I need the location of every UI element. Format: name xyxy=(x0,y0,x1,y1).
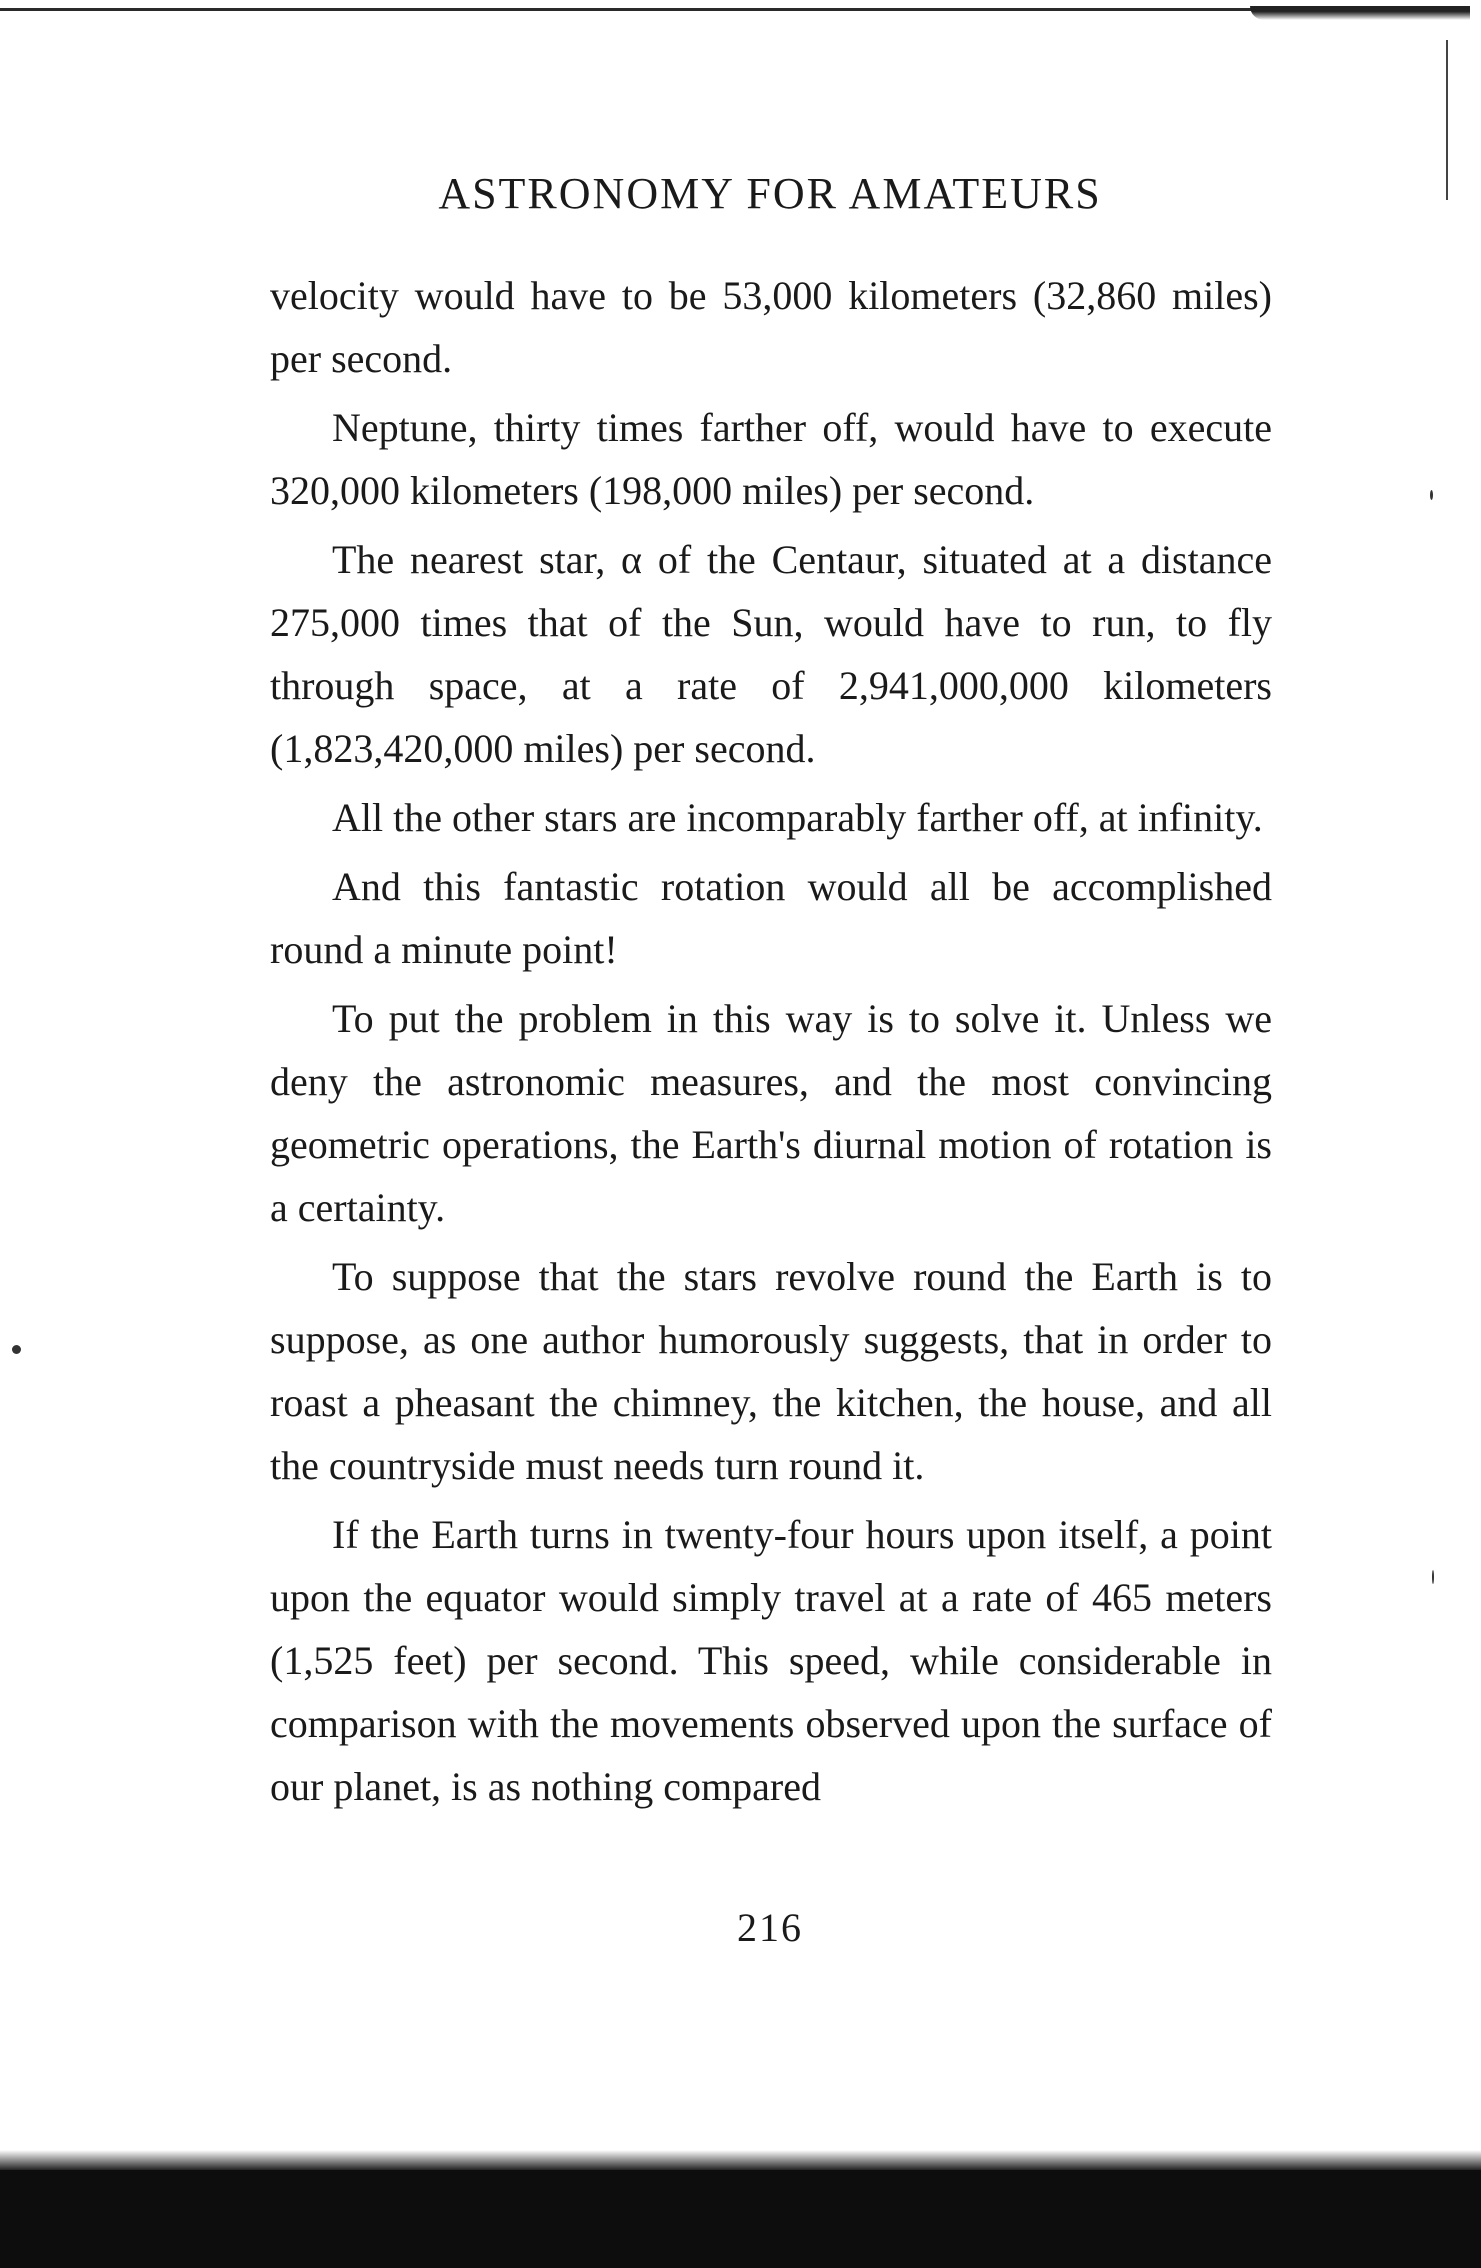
paragraph: If the Earth turns in twenty-four hours upon itself, a point upon the equator would simply travel at a rate of 465 meters (1,525 feet) per second. This speed, while considerable in comparison with the movements observed upon the surface of our planet, is as nothing compared xyxy=(270,1512,1272,1809)
scan-speck xyxy=(1432,1570,1434,1584)
paragraph: The nearest star, α of the Centaur, situated at a distance 275,000 times that of the Sun, would have to run, to fly through space, at a rate of 2,941,000,000 kilometers (1,823,420,000 miles) per second. xyxy=(270,537,1272,771)
paragraph: Neptune, thirty times farther off, would have to execute 320,000 kilometers (198,000 miles) per second. xyxy=(270,405,1272,513)
bottom-scan-border xyxy=(0,2170,1481,2268)
top-border-line xyxy=(0,8,1440,11)
bottom-shadow-fade xyxy=(0,2150,1481,2172)
paragraph: All the other stars are incomparably farther off, at infinity. xyxy=(332,795,1263,840)
scan-speck xyxy=(12,1345,21,1354)
scan-speck xyxy=(1430,490,1433,500)
paragraph: velocity would have to be 53,000 kilometers (32,860 miles) per second. xyxy=(270,273,1272,381)
top-corner-shadow xyxy=(1250,6,1470,20)
running-head: ASTRONOMY FOR AMATEURS xyxy=(438,169,1102,218)
paragraph: To put the problem in this way is to solve it. Unless we deny the astronomic measures, and the most convincing geometric operations, the Earth's diurnal motion of rotation is a certainty. xyxy=(270,996,1272,1230)
page-number: 216 xyxy=(737,1905,803,1950)
paragraph: And this fantastic rotation would all be accomplished round a minute point! xyxy=(270,864,1272,972)
body-text xyxy=(270,264,1272,1818)
paragraph: To suppose that the stars revolve round the Earth is to suppose, as one author humorously suggests, that in order to roast a pheasant the chimney, the kitchen, the house, and all the countryside must needs turn round it. xyxy=(270,1254,1272,1488)
